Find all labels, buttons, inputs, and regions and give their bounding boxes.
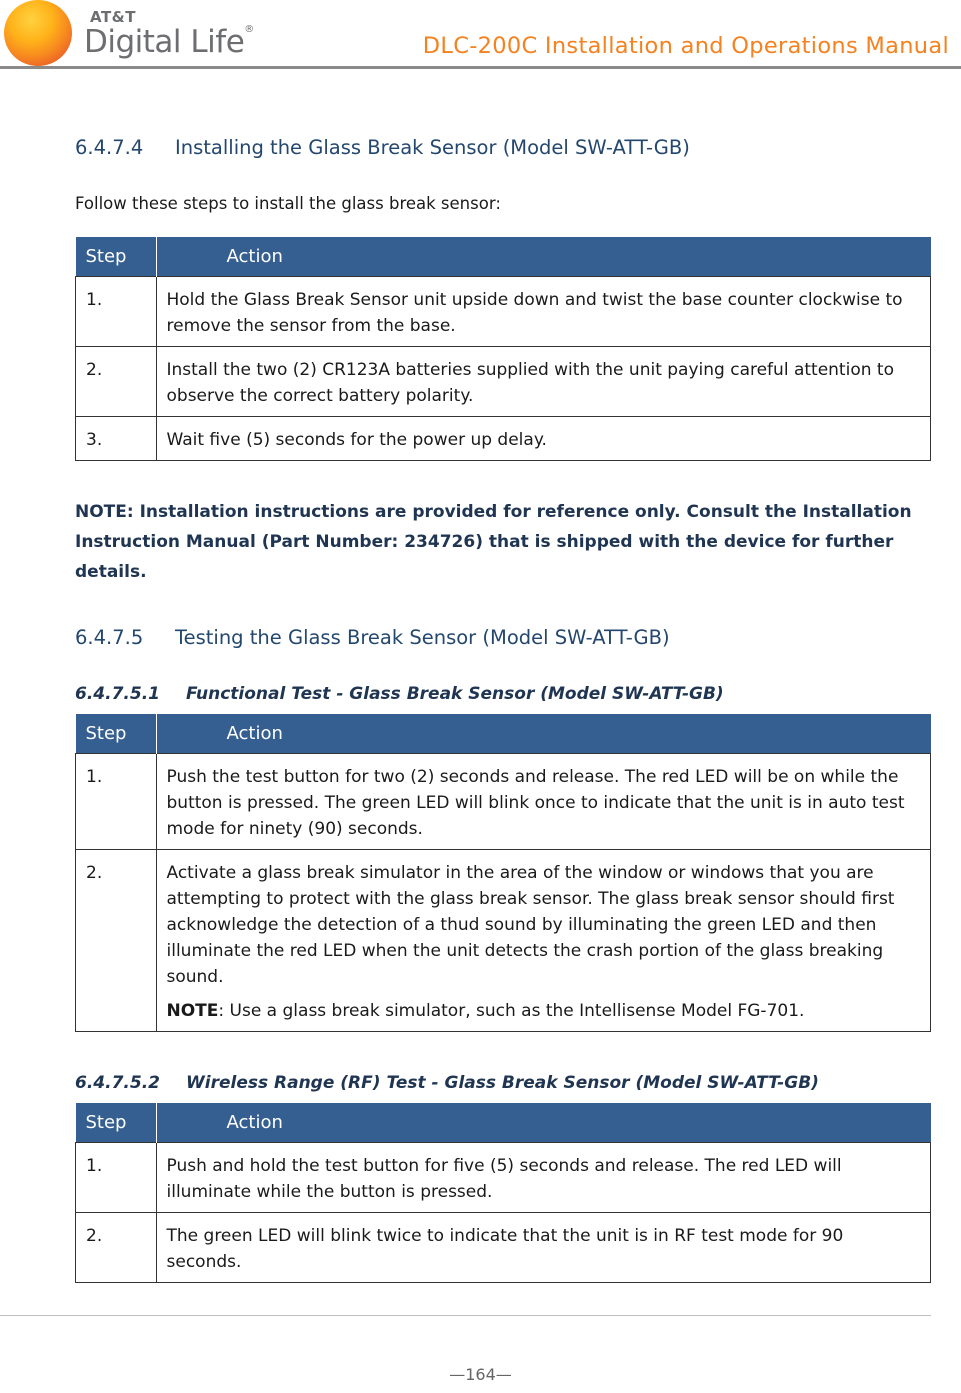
step-note-label: NOTE [166,1001,219,1021]
col-header-action: Action [156,1103,931,1143]
brand-main [84,24,254,60]
step-number: 2. [76,347,157,417]
table-row [76,417,931,461]
table-header-row [76,1103,931,1143]
step-number: 1. [76,1143,157,1213]
step-action: Activate a glass break simulator in the area of the window or windows that you are attempting to protect with the glass break sensor. The glass break sensor should first acknowledge the detection of a thud sound by illuminating the green LED and then illuminate the red LED when the unit detects the crash portion of the glass breaking sound. [166,863,895,987]
step-action: The green LED will blink twice to indicate that the unit is in RF test mode for 90 seconds. [156,1213,931,1283]
brand-top: AT&T [90,8,136,26]
heading-testing-number: 6.4.7.5 [75,626,144,649]
col-header-action: Action [156,714,931,754]
heading-functional-number: 6.4.7.5.1 [75,684,160,704]
heading-rf-test [75,1073,819,1093]
functional-test-table [75,714,931,1032]
table-row [76,277,931,347]
step-number: 1. [76,754,157,850]
table-row [76,1213,931,1283]
step-number: 2. [76,1213,157,1283]
install-intro: Follow these steps to install the glass break sensor: [75,194,501,213]
table-row [76,754,931,850]
heading-install [75,136,690,159]
col-header-action: Action [156,237,931,277]
col-header-step: Step [76,714,157,754]
step-action: Hold the Glass Break Sensor unit upside down and twist the base counter clockwise to remove the sensor from the base. [156,277,931,347]
table-row [76,347,931,417]
col-header-step: Step [76,237,157,277]
brand-main-text: Digital Life [84,24,245,60]
table-header-row [76,714,931,754]
install-steps-table [75,237,931,461]
heading-functional-title: Functional Test - Glass Break Sensor (Model SW-ATT-GB) [186,684,724,704]
heading-testing-title: Testing the Glass Break Sensor (Model SW-ATT-GB) [175,626,670,649]
table-row [76,850,931,1032]
att-globe-icon [4,0,72,66]
step-number: 2. [76,850,157,1032]
header-divider [0,66,961,69]
step-action: Push the test button for two (2) seconds and release. The red LED will be on while the button is pressed. The green LED will blink once to indicate that the unit is in auto test mode for ninety (90) seconds. [156,754,931,850]
heading-rf-title: Wireless Range (RF) Test - Glass Break Sensor (Model SW-ATT-GB) [186,1073,819,1093]
heading-testing [75,626,670,649]
brand-reg: ® [244,24,254,35]
rf-test-table [75,1103,931,1283]
page-number: —164— [449,1365,512,1384]
install-note: NOTE: Installation instructions are provided for reference only. Consult the Installation Instruction Manual (Part Number: 234726) that is shipped with the device for further details. [75,502,912,582]
step-action-cell [156,850,931,1032]
table-row [76,1143,931,1213]
heading-rf-number: 6.4.7.5.2 [75,1073,160,1093]
heading-install-number: 6.4.7.4 [75,136,144,159]
heading-install-title: Installing the Glass Break Sensor (Model SW-ATT-GB) [175,136,690,159]
heading-functional-test [75,684,724,704]
doc-title: DLC-200C Installation and Operations Manual [422,33,949,59]
step-note [167,998,921,1024]
step-action: Wait five (5) seconds for the power up delay. [156,417,931,461]
table-header-row [76,237,931,277]
step-number: 1. [76,277,157,347]
step-note-text: : Use a glass break simulator, such as the Intellisense Model FG-701. [218,1001,805,1021]
col-header-step: Step [76,1103,157,1143]
page-header [0,0,961,70]
step-action: Push and hold the test button for five (5) seconds and release. The red LED will illuminate while the button is pressed. [156,1143,931,1213]
step-action: Install the two (2) CR123A batteries supplied with the unit paying careful attention to observe the correct battery polarity. [156,347,931,417]
step-number: 3. [76,417,157,461]
footer-divider [0,1315,931,1316]
